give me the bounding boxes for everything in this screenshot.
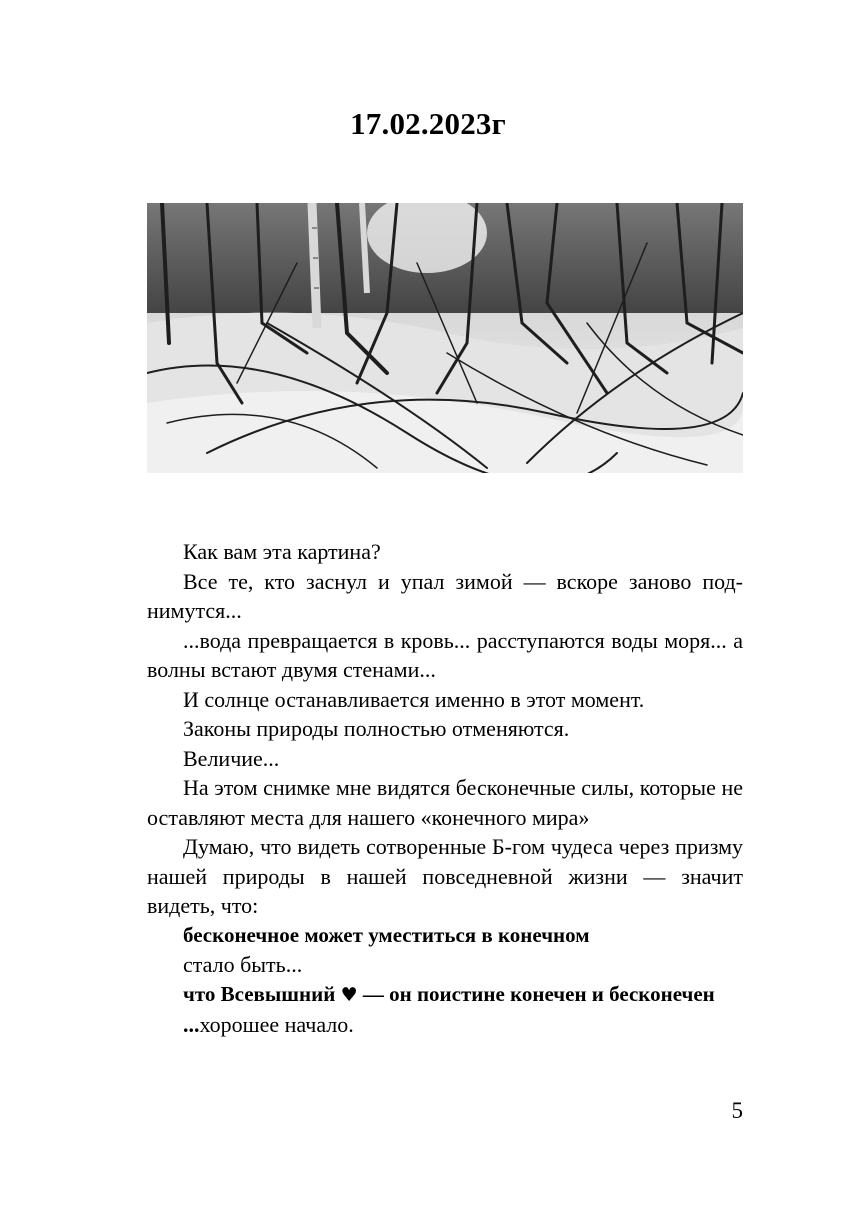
body-text	[147, 537, 743, 1040]
almighty-statement	[147, 980, 743, 1011]
page-number: 5	[731, 1098, 743, 1123]
paragraph: Думаю, что видеть сотворенные Б-гом чудеса через призму нашей природы в нашей повседневной жизни — значит видеть, что:	[147, 834, 743, 918]
paragraph: стало быть...	[183, 952, 303, 977]
paragraph: ...вода превращается в кровь... расступаются воды моря... а волны встают двумя стенами...	[147, 627, 743, 682]
ellipsis-bold: ...	[183, 1012, 200, 1037]
page-title: 17.02.2023г	[350, 106, 506, 141]
almighty-text-end: — он поистине конечен и бесконечен	[357, 981, 715, 1006]
bold-statement: бесконечное может уместиться в конечном	[183, 922, 590, 947]
paragraph: На этом снимке мне видятся бесконечные силы, которые не оставляют места для нашего «конечного мира»	[147, 775, 743, 830]
paragraph: Как вам эта картина?	[183, 539, 381, 564]
closing-line	[147, 1010, 743, 1040]
closing-text: хорошее начало.	[199, 1012, 354, 1037]
paragraph: Все те, кто заснул и упал зимой — вскоре заново поднимутся...	[147, 568, 743, 623]
paragraph: Законы природы полностью отменяются.	[183, 716, 570, 741]
almighty-text-start: что Всевышний	[183, 981, 341, 1006]
paragraph: И солнце останавливается именно в этот момент.	[183, 686, 645, 712]
winter-forest-photo	[147, 203, 743, 473]
heart-icon: ♥	[340, 983, 358, 1006]
paragraph: Величие...	[183, 745, 280, 771]
